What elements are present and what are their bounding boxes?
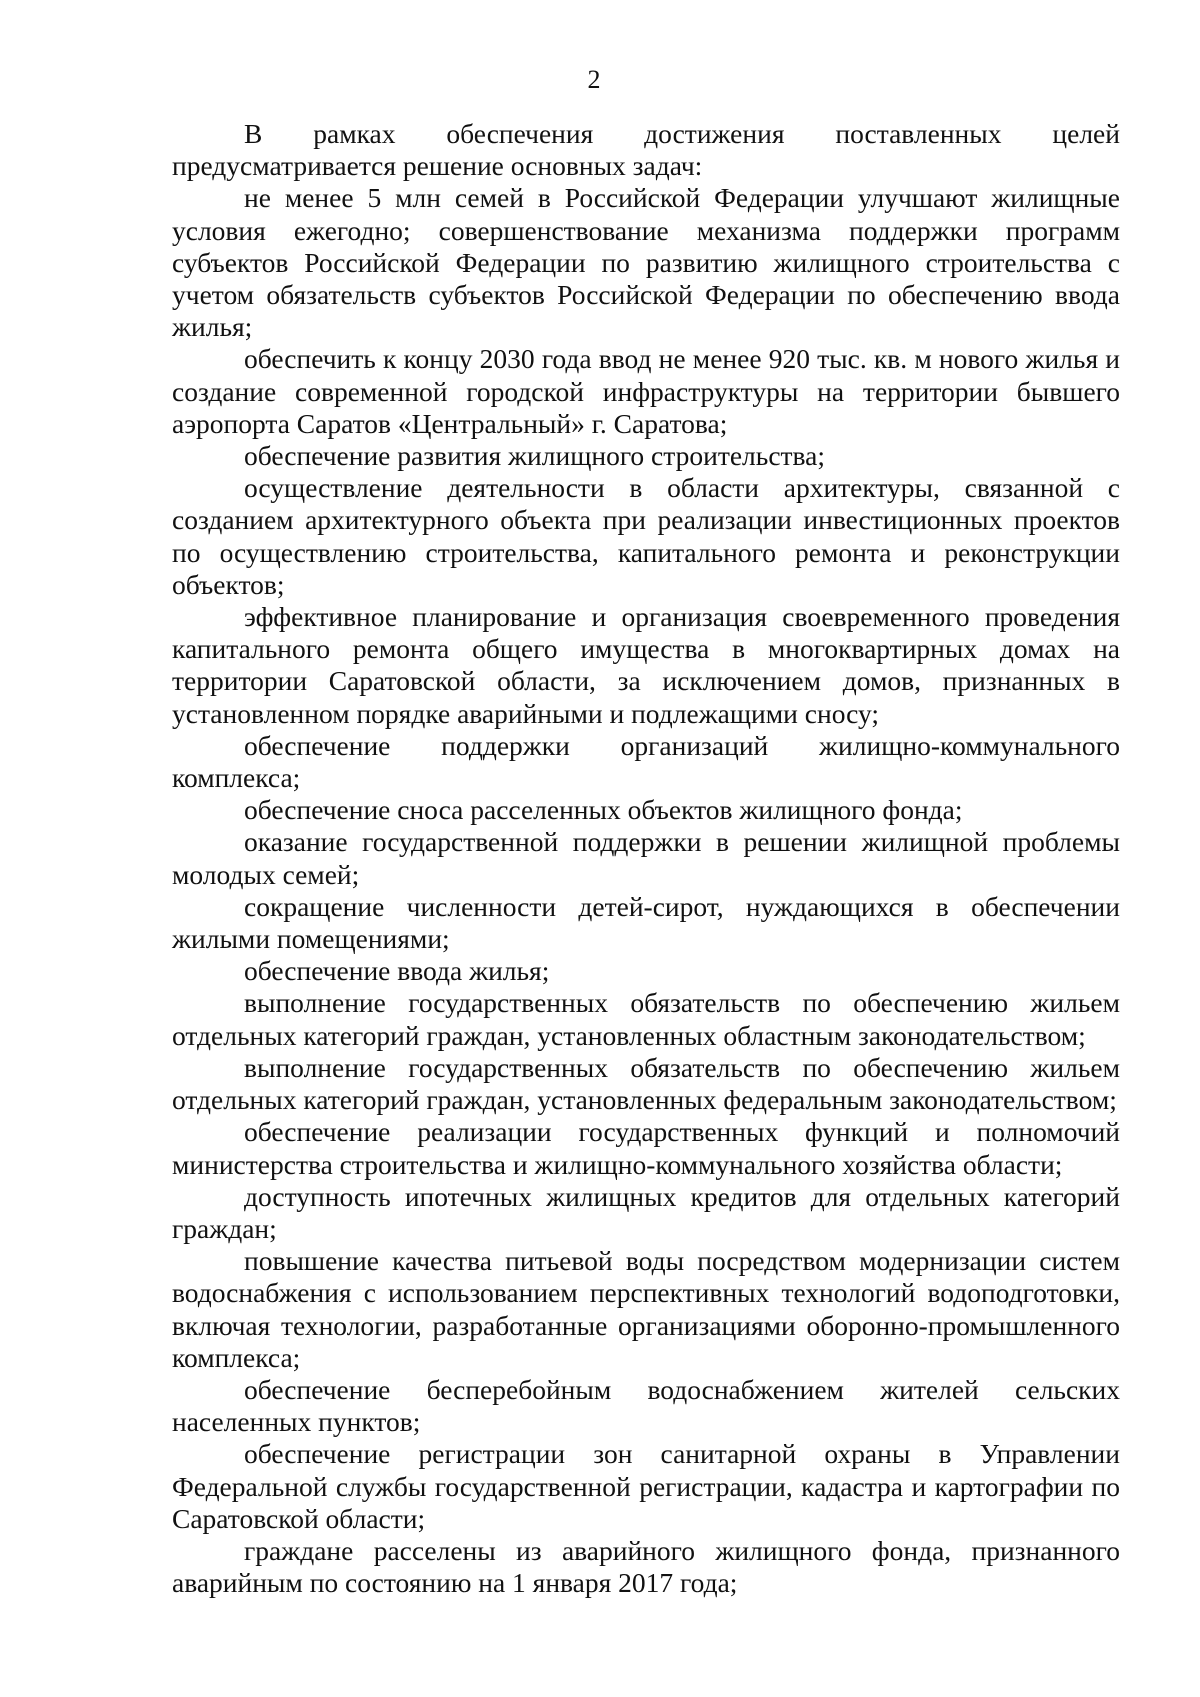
paragraph-task: обеспечение ввода жилья; [244, 955, 550, 987]
paragraph-task: обеспечение поддержки организаций жилищно-коммунального комплекса; [172, 729, 1120, 794]
paragraph-task: обеспечение развития жилищного строительства; [244, 440, 826, 472]
paragraph-task: обеспечение регистрации зон санитарной охраны в Управлении Федеральной службы государственной регистрации, кадастра и картографии по Саратовской области; [172, 1438, 1120, 1534]
paragraph-task: осуществление деятельности в области архитектуры, связанной с созданием архитектурного объекта при реализации инвестиционных проектов по осуществлению строительства, капитального ремонта и реконструкции объектов; [172, 472, 1120, 600]
paragraph-task: эффективное планирование и организация своевременного проведения капитального ремонта общего имущества в многоквартирных домах на территории Саратовской области, за исключением домов, признанных в установленном порядке аварийными и подлежащими сносу; [172, 601, 1120, 729]
paragraph-intro: В рамках обеспечения достижения поставленных целей предусматривается решение основных задач: [172, 118, 1120, 182]
paragraph-task: сокращение численности детей-сирот, нуждающихся в обеспечении жилыми помещениями; [172, 890, 1120, 955]
paragraph-task: обеспечить к концу 2030 года ввод не менее 920 тыс. кв. м нового жилья и создание современной городской инфраструктуры на территории бывшего аэропорта Саратов «Центральный» г. Саратова; [172, 343, 1120, 439]
document-body [172, 118, 1120, 1599]
page-number: 2 [587, 65, 601, 94]
paragraph-task: граждане расселены из аварийного жилищного фонда, признанного аварийным по состоянию на 1 января 2017 года; [172, 1534, 1120, 1599]
paragraph-task: обеспечение бесперебойным водоснабжением жителей сельских населенных пунктов; [172, 1373, 1120, 1438]
paragraph-task: обеспечение сноса расселенных объектов жилищного фонда; [244, 794, 963, 826]
paragraph-task: оказание государственной поддержки в решении жилищной проблемы молодых семей; [172, 826, 1120, 890]
paragraph-task: выполнение государственных обязательств по обеспечению жильем отдельных категорий граждан, установленных областным законодательством; [172, 987, 1120, 1051]
paragraph-task: не менее 5 млн семей в Российской Федерации улучшают жилищные условия ежегодно; совершенствование механизма поддержки программ субъектов Российской Федерации по развитию жилищного строительства с учетом обязательств субъектов Российской Федерации по обеспечению ввода жилья; [172, 182, 1120, 343]
paragraph-task: выполнение государственных обязательств по обеспечению жильем отдельных категорий граждан, установленных федеральным законодательством; [172, 1051, 1120, 1116]
paragraph-task: доступность ипотечных жилищных кредитов для отдельных категорий граждан; [172, 1180, 1120, 1244]
paragraph-task: повышение качества питьевой воды посредством модернизации систем водоснабжения с использованием перспективных технологий водоподготовки, включая технологии, разработанные организациями оборонно-промышленного комплекса; [172, 1245, 1120, 1373]
paragraph-task: обеспечение реализации государственных функций и полномочий министерства строительства и жилищно-коммунального хозяйства области; [172, 1116, 1120, 1180]
